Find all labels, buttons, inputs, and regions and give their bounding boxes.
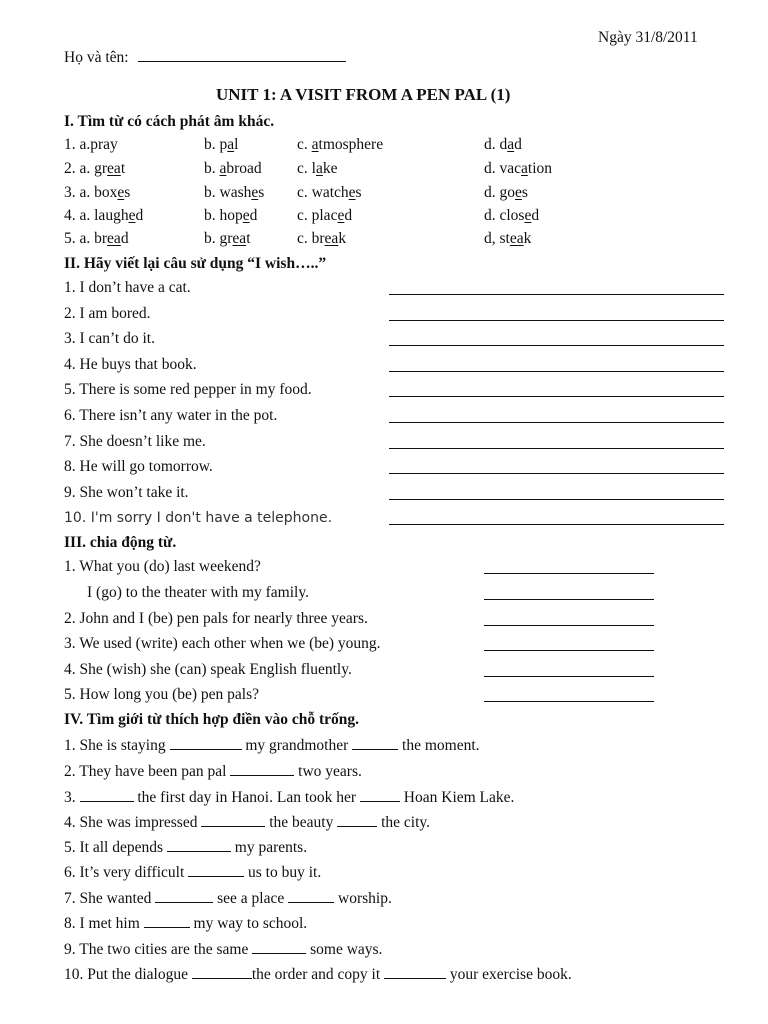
- answer-line[interactable]: [484, 625, 654, 626]
- section4-sentence: [64, 941, 382, 958]
- sentence-fragment: 5. It all depends: [64, 839, 167, 856]
- fill-blank[interactable]: [360, 789, 400, 802]
- answer-line[interactable]: [389, 473, 724, 474]
- section3-sentence: I (go) to the theater with my family.: [87, 584, 309, 601]
- answer-line[interactable]: [389, 448, 724, 449]
- underlined-sound: a: [521, 160, 528, 177]
- sentence-fragment: 7. She wanted: [64, 890, 156, 907]
- section1-option[interactable]: [484, 161, 552, 177]
- option-text: d. go: [484, 184, 515, 201]
- section1-option[interactable]: [204, 185, 264, 201]
- option-text: d: [249, 207, 258, 224]
- option-text: l: [234, 136, 239, 153]
- underlined-sound: e: [337, 207, 345, 224]
- option-text: s: [258, 184, 265, 201]
- answer-line[interactable]: [484, 676, 654, 677]
- section2-sentence: 5. There is some red pepper in my food.: [64, 381, 312, 398]
- sentence-fragment: 6. It’s very difficult: [64, 864, 189, 881]
- fill-blank[interactable]: [188, 864, 244, 877]
- sentence-fragment: your exercise book.: [446, 966, 572, 983]
- sentence-fragment: two years.: [294, 763, 362, 780]
- underlined-sound: e: [242, 207, 250, 224]
- sentence-fragment: the order and copy it: [251, 966, 385, 983]
- option-text: pray: [90, 136, 118, 153]
- option-text: 5. a. br: [64, 230, 108, 247]
- option-text: d, st: [484, 230, 510, 247]
- underlined-sound: a: [219, 160, 227, 177]
- fill-blank[interactable]: [155, 890, 213, 903]
- answer-line[interactable]: [389, 320, 724, 321]
- section2-sentence: 6. There isn’t any water in the pot.: [64, 407, 278, 424]
- section3-sentence: 4. She (wish) she (can) speak English fluently.: [64, 661, 352, 678]
- sentence-fragment: my grandmother: [241, 737, 353, 754]
- underlined-sound: ea: [107, 230, 121, 247]
- option-text: d. vac: [484, 160, 522, 177]
- option-text: k: [523, 230, 532, 247]
- underlined-sound: a: [507, 136, 515, 153]
- section2-sentence: 4. He buys that book.: [64, 356, 197, 373]
- option-text: t: [120, 160, 126, 177]
- option-text: c. watch: [297, 184, 349, 201]
- section4-sentence: [64, 890, 392, 907]
- underlined-sound: e: [251, 184, 259, 201]
- sentence-fragment: 4. She was impressed: [64, 814, 202, 831]
- answer-line[interactable]: [484, 650, 654, 651]
- option-text: c. br: [297, 230, 325, 247]
- sentence-fragment: the moment.: [398, 737, 480, 754]
- section1-option[interactable]: [297, 185, 362, 201]
- underlined-sound: e: [117, 184, 125, 201]
- sentence-fragment: my way to school.: [189, 915, 308, 932]
- fill-blank[interactable]: [201, 814, 265, 827]
- fill-blank[interactable]: [80, 789, 134, 802]
- answer-line[interactable]: [389, 499, 724, 500]
- student-name-row: [64, 50, 346, 66]
- option-text: d: [135, 207, 144, 224]
- section1-option[interactable]: [204, 161, 262, 177]
- date-label: Ngày 31/8/2011: [598, 29, 698, 46]
- section2-sentence: 8. He will go tomorrow.: [64, 458, 213, 475]
- section2-sentence: 3. I can’t do it.: [64, 330, 155, 347]
- underlined-sound: a: [227, 136, 235, 153]
- underlined-sound: ea: [509, 230, 524, 247]
- section2-sentence: 2. I am bored.: [64, 305, 151, 322]
- option-text: ke: [322, 160, 338, 177]
- sentence-fragment: my parents.: [230, 839, 308, 856]
- section4-heading: IV. Tìm giới từ thích hợp điền vào chỗ trống.: [64, 711, 360, 728]
- sentence-fragment: worship.: [334, 890, 392, 907]
- sentence-fragment: 1. She is staying: [64, 737, 170, 754]
- section4-sentence: [64, 915, 307, 932]
- option-text: s: [521, 184, 528, 201]
- section1-option[interactable]: [204, 137, 238, 153]
- section4-sentence: [64, 789, 514, 806]
- section1-heading: I. Tìm từ có cách phát âm khác.: [64, 113, 275, 130]
- answer-line[interactable]: [389, 422, 724, 423]
- option-text: tmosphere: [318, 136, 384, 153]
- option-text: s: [124, 184, 131, 201]
- answer-line[interactable]: [389, 345, 724, 346]
- answer-line[interactable]: [484, 573, 654, 574]
- option-text: t: [246, 230, 251, 247]
- section1-option[interactable]: [484, 208, 539, 224]
- section4-sentence: [64, 763, 362, 780]
- fill-blank[interactable]: [384, 966, 446, 979]
- fill-blank[interactable]: [192, 966, 252, 979]
- answer-line[interactable]: [484, 599, 654, 600]
- underlined-sound: ea: [107, 160, 121, 177]
- answer-line[interactable]: [484, 701, 654, 702]
- sentence-fragment: 8. I met him: [64, 915, 144, 932]
- option-text: d: [531, 207, 540, 224]
- underlined-sound: a: [315, 160, 323, 177]
- sentence-fragment: some ways.: [306, 941, 383, 958]
- answer-line[interactable]: [389, 524, 724, 525]
- fill-blank[interactable]: [230, 763, 294, 776]
- worksheet-title: UNIT 1: A VISIT FROM A PEN PAL (1): [216, 85, 511, 104]
- section1-option[interactable]: [64, 231, 129, 247]
- fill-blank[interactable]: [288, 890, 334, 903]
- section3-sentence: 1. What you (do) last weekend?: [64, 558, 261, 575]
- answer-line[interactable]: [389, 396, 724, 397]
- option-text: b. gr: [204, 230, 233, 247]
- section1-option[interactable]: [64, 161, 125, 177]
- section1-option[interactable]: [484, 231, 531, 247]
- sentence-fragment: 9. The two cities are the same: [64, 941, 253, 958]
- section2-sentence: 1. I don’t have a cat.: [64, 279, 191, 296]
- option-text: d. d: [484, 136, 508, 153]
- section1-option[interactable]: [297, 208, 352, 224]
- section1-option[interactable]: [204, 208, 257, 224]
- section1-option[interactable]: [484, 185, 528, 201]
- section1-option[interactable]: [297, 161, 337, 177]
- option-text: d. clos: [484, 207, 525, 224]
- option-text: 2. a. gr: [64, 160, 108, 177]
- fill-blank[interactable]: [167, 839, 231, 852]
- sentence-fragment: the city.: [377, 814, 431, 831]
- sentence-fragment: the beauty: [265, 814, 338, 831]
- answer-line[interactable]: [389, 294, 724, 295]
- underlined-sound: ea: [324, 230, 339, 247]
- answer-line[interactable]: [389, 371, 724, 372]
- section2-heading: II. Hãy viết lại câu sử dụng “I wish…..”: [64, 255, 327, 272]
- fill-blank[interactable]: [352, 737, 398, 750]
- option-text: 4. a. laugh: [64, 207, 129, 224]
- sentence-fragment: 10. Put the dialogue: [64, 966, 192, 983]
- section3-heading: III. chia động từ.: [64, 534, 177, 551]
- sentence-fragment: 3.: [64, 789, 80, 806]
- section3-sentence: 3. We used (write) each other when we (be) young.: [64, 635, 381, 652]
- option-text: b.: [204, 160, 220, 177]
- option-text: b. p: [204, 136, 228, 153]
- section2-sentence: 9. She won’t take it.: [64, 484, 189, 501]
- section1-option[interactable]: [204, 231, 251, 247]
- section3-sentence: 5. How long you (be) pen pals?: [64, 686, 259, 703]
- option-text: c. l: [297, 160, 316, 177]
- section4-sentence: [64, 839, 307, 856]
- option-text: b. hop: [204, 207, 243, 224]
- fill-blank[interactable]: [337, 814, 377, 827]
- section4-sentence: [64, 966, 572, 983]
- option-text: c. plac: [297, 207, 338, 224]
- sentence-fragment: 2. They have been pan pal: [64, 763, 231, 780]
- underlined-sound: e: [524, 207, 532, 224]
- underlined-sound: a: [311, 136, 319, 153]
- sentence-fragment: see a place: [213, 890, 289, 907]
- option-text: k: [338, 230, 347, 247]
- option-text: 3. a. box: [64, 184, 118, 201]
- section3-sentence: 2. John and I (be) pen pals for nearly three years.: [64, 610, 368, 627]
- option-text: c.: [297, 136, 312, 153]
- section1-option[interactable]: [484, 137, 522, 153]
- section1-option[interactable]: [64, 208, 143, 224]
- underlined-sound: e: [515, 184, 522, 201]
- option-text: d: [344, 207, 353, 224]
- name-label: Họ và tên:: [64, 49, 129, 66]
- option-text: s: [355, 184, 362, 201]
- option-text: b. wash: [204, 184, 252, 201]
- fill-blank[interactable]: [144, 915, 190, 928]
- option-text: broad: [226, 160, 262, 177]
- section1-option[interactable]: [297, 137, 383, 153]
- underlined-sound: ea: [232, 230, 247, 247]
- option-text: d: [120, 230, 129, 247]
- section4-sentence: [64, 737, 480, 754]
- fill-blank[interactable]: [170, 737, 242, 750]
- sentence-fragment: us to buy it.: [244, 864, 322, 881]
- section1-option[interactable]: [297, 231, 346, 247]
- section2-sentence: 7. She doesn’t like me.: [64, 433, 206, 450]
- option-text: tion: [527, 160, 553, 177]
- section1-option[interactable]: [64, 137, 118, 153]
- sentence-fragment: the first day in Hanoi. Lan took her: [133, 789, 360, 806]
- sentence-fragment: Hoan Kiem Lake.: [399, 789, 515, 806]
- section4-sentence: [64, 864, 321, 881]
- option-text: 1. a.: [64, 136, 91, 153]
- underlined-sound: e: [348, 184, 356, 201]
- option-text: d: [514, 136, 522, 153]
- fill-blank[interactable]: [252, 941, 306, 954]
- underlined-sound: e: [128, 207, 136, 224]
- section4-sentence: [64, 814, 430, 831]
- name-blank[interactable]: [138, 61, 346, 62]
- section2-sentence: 10. I'm sorry I don't have a telephone.: [64, 510, 333, 526]
- section1-option[interactable]: [64, 185, 130, 201]
